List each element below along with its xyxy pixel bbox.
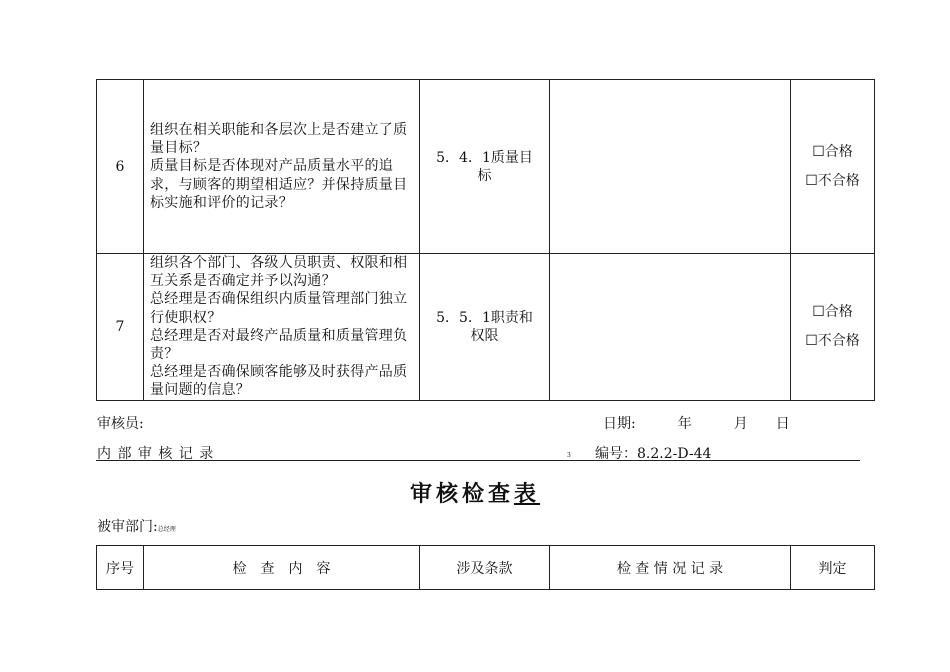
title-main: 审核检查 xyxy=(409,481,514,507)
table-row xyxy=(97,80,875,254)
clause-ref: 5．5．1职责和权限 xyxy=(420,254,550,401)
check-content xyxy=(144,80,420,254)
col-header-judgement: 判定 xyxy=(791,546,875,590)
check-record-cell[interactable] xyxy=(550,80,791,254)
clause-ref: 5．4．1质量目标 xyxy=(420,80,550,254)
table-row xyxy=(97,254,875,401)
row-number: 7 xyxy=(97,254,144,401)
check-item: 组织各个部门、各级人员职责、权限和相互关系是否确定并予以沟通？ xyxy=(150,255,408,290)
audit-table-header xyxy=(96,545,875,590)
page-title xyxy=(0,477,950,508)
doc-header-left: 内 部 审 核 记 录 xyxy=(97,446,215,462)
check-item: 总经理是否确保顾客能够及时获得产品质量问题的信息？ xyxy=(150,364,408,399)
row-number: 6 xyxy=(97,80,144,254)
col-header-clause: 涉及条款 xyxy=(420,546,550,590)
pass-checkbox[interactable]: ☐合格 xyxy=(812,143,853,160)
page-marker: 3 xyxy=(567,452,571,459)
judgement-cell xyxy=(791,80,875,254)
judgement-cell xyxy=(791,254,875,401)
fail-checkbox[interactable]: ☐不合格 xyxy=(805,332,860,349)
audit-table-continued xyxy=(96,79,875,401)
doc-code: 编号：8.2.2-D-44 xyxy=(595,446,712,462)
header-rule xyxy=(96,460,860,461)
dept-value[interactable]: 总经理 xyxy=(157,526,176,533)
check-item: 质量目标是否体现对产品质量水平的追求，与顾客的期望相适应？并保持质量目标实施和评价的记录？ xyxy=(150,158,408,211)
check-item: 组织在相关职能和各层次上是否建立了质量目标？ xyxy=(150,121,408,157)
audited-dept xyxy=(97,516,176,536)
date-label: 日期: 年 月 日 xyxy=(603,416,790,432)
col-header-record: 检 查 情 况 记 录 xyxy=(550,546,791,590)
col-header-content: 检 查 内 容 xyxy=(144,546,420,590)
table-header-row xyxy=(97,546,875,590)
check-content xyxy=(144,254,420,401)
fail-checkbox[interactable]: ☐不合格 xyxy=(805,172,860,189)
check-record-cell[interactable] xyxy=(550,254,791,401)
check-item: 总经理是否确保组织内质量管理部门独立行使职权？ xyxy=(150,291,408,326)
title-underlined: 表 xyxy=(514,481,541,507)
auditor-label: 审核员: xyxy=(97,416,144,432)
pass-checkbox[interactable]: ☐合格 xyxy=(812,303,853,320)
dept-label: 被审部门: xyxy=(97,519,158,535)
check-item: 总经理是否对最终产品质量和质量管理负责？ xyxy=(150,327,408,363)
col-header-number: 序号 xyxy=(97,546,144,590)
